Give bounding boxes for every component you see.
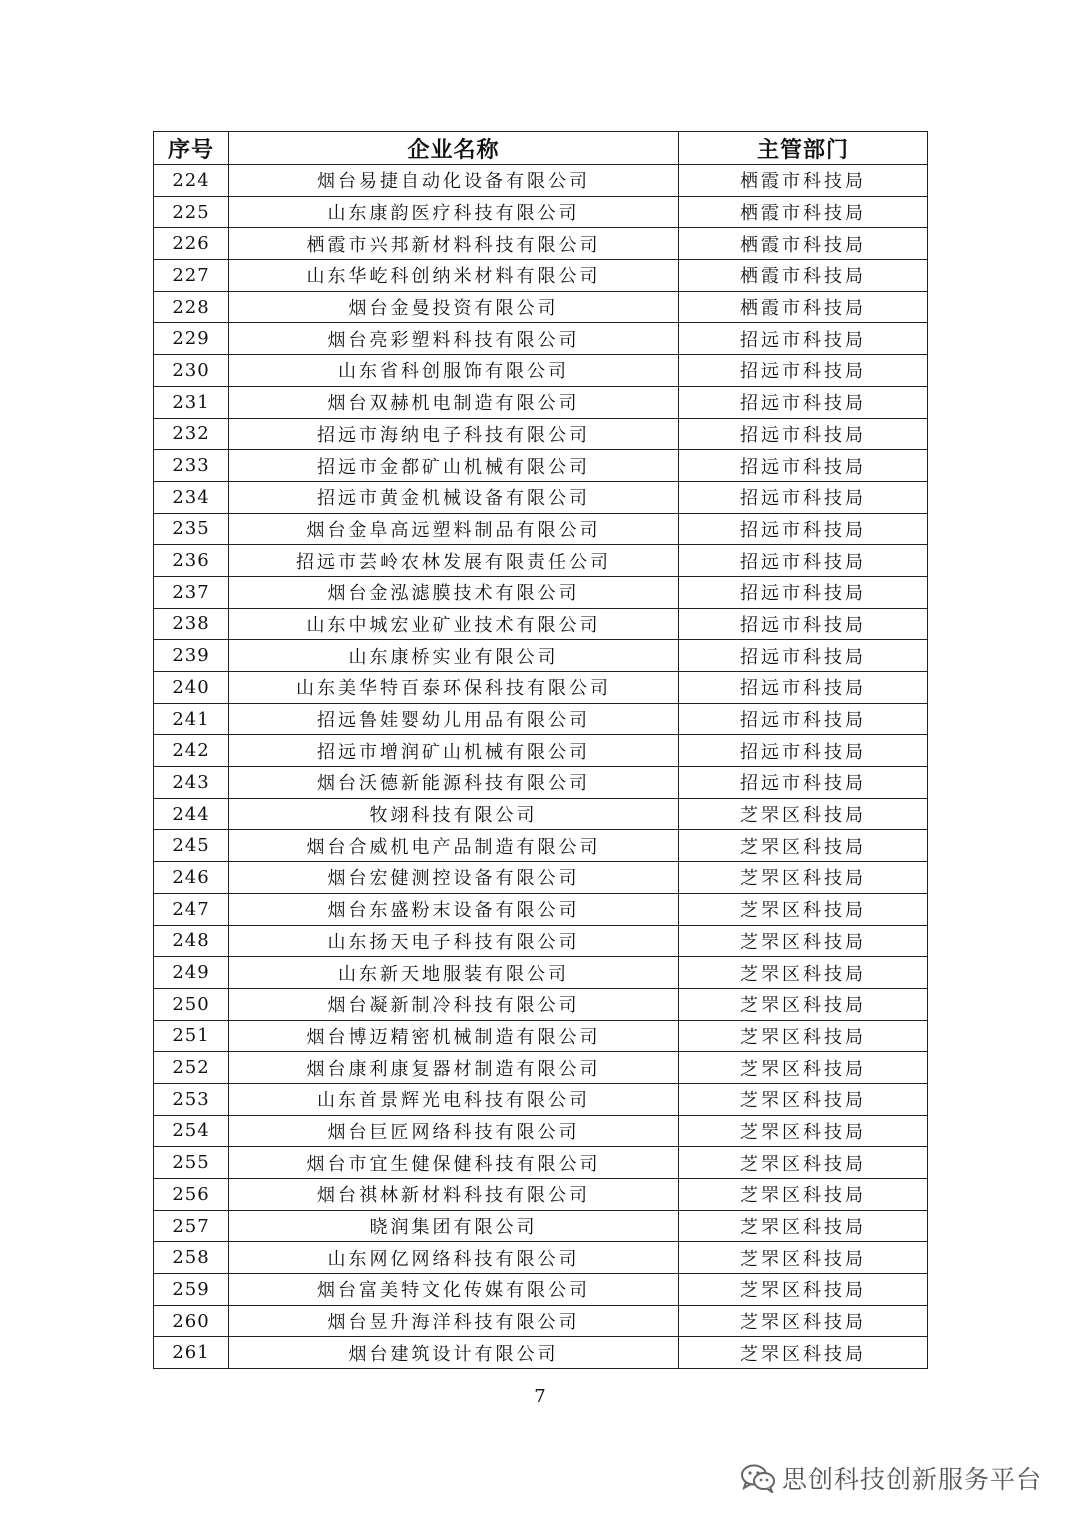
company-name-cell: 山东康桥实业有限公司: [229, 640, 679, 672]
table-row: [154, 703, 928, 735]
company-name-cell: 烟台金阜高远塑料制品有限公司: [229, 513, 679, 545]
company-name-cell: 烟台宏健测控设备有限公司: [229, 862, 679, 894]
company-name-cell: 烟台易捷自动化设备有限公司: [229, 165, 679, 197]
serial-number-cell: 255: [154, 1147, 229, 1179]
table-row: [154, 1115, 928, 1147]
table-row: [154, 830, 928, 862]
department-cell: 招远市科技局: [679, 481, 928, 513]
table-row: [154, 640, 928, 672]
table-row: [154, 925, 928, 957]
table-row: [154, 228, 928, 260]
company-name-cell: 招远市海纳电子科技有限公司: [229, 418, 679, 450]
department-cell: 芝罘区科技局: [679, 1305, 928, 1337]
serial-number-cell: 232: [154, 418, 229, 450]
table-row: [154, 798, 928, 830]
serial-number-cell: 251: [154, 1020, 229, 1052]
serial-number-cell: 252: [154, 1052, 229, 1084]
department-cell: 芝罘区科技局: [679, 988, 928, 1020]
company-name-cell: 山东康韵医疗科技有限公司: [229, 196, 679, 228]
serial-number-cell: 233: [154, 450, 229, 482]
page-number: 7: [534, 1386, 546, 1407]
serial-number-cell: 236: [154, 545, 229, 577]
department-cell: 芝罘区科技局: [679, 1020, 928, 1052]
serial-number-cell: 229: [154, 323, 229, 355]
header-department: 主管部门: [679, 132, 928, 165]
table-row: [154, 1210, 928, 1242]
company-name-cell: 烟台富美特文化传媒有限公司: [229, 1274, 679, 1306]
department-cell: 芝罘区科技局: [679, 1274, 928, 1306]
table-row: [154, 988, 928, 1020]
department-cell: 芝罘区科技局: [679, 862, 928, 894]
company-name-cell: 烟台市宜生健保健科技有限公司: [229, 1147, 679, 1179]
company-name-cell: 烟台巨匠网络科技有限公司: [229, 1115, 679, 1147]
department-cell: 招远市科技局: [679, 608, 928, 640]
table-row: [154, 545, 928, 577]
department-cell: 栖霞市科技局: [679, 196, 928, 228]
table-row: [154, 386, 928, 418]
table-row: [154, 260, 928, 292]
company-name-cell: 山东网亿网络科技有限公司: [229, 1242, 679, 1274]
department-cell: 芝罘区科技局: [679, 1052, 928, 1084]
serial-number-cell: 241: [154, 703, 229, 735]
department-cell: 招远市科技局: [679, 576, 928, 608]
company-name-cell: 烟台双赫机电制造有限公司: [229, 386, 679, 418]
department-cell: 招远市科技局: [679, 513, 928, 545]
company-name-cell: 烟台金泓滤膜技术有限公司: [229, 576, 679, 608]
serial-number-cell: 256: [154, 1179, 229, 1211]
department-cell: 芝罘区科技局: [679, 1115, 928, 1147]
company-name-cell: 烟台金曼投资有限公司: [229, 291, 679, 323]
table-row: [154, 481, 928, 513]
serial-number-cell: 246: [154, 862, 229, 894]
watermark-text: 思创科技创新服务平台: [781, 1465, 1042, 1494]
serial-number-cell: 259: [154, 1274, 229, 1306]
serial-number-cell: 250: [154, 988, 229, 1020]
company-name-cell: 烟台合威机电产品制造有限公司: [229, 830, 679, 862]
table-row: [154, 1052, 928, 1084]
department-cell: 招远市科技局: [679, 545, 928, 577]
serial-number-cell: 248: [154, 925, 229, 957]
table-header-row: [154, 132, 928, 165]
company-name-cell: 山东华屹科创纳米材料有限公司: [229, 260, 679, 292]
serial-number-cell: 243: [154, 767, 229, 799]
serial-number-cell: 244: [154, 798, 229, 830]
serial-number-cell: 226: [154, 228, 229, 260]
table-row: [154, 1020, 928, 1052]
table-row: [154, 767, 928, 799]
serial-number-cell: 234: [154, 481, 229, 513]
serial-number-cell: 235: [154, 513, 229, 545]
company-name-cell: 招远市芸岭农林发展有限责任公司: [229, 545, 679, 577]
department-cell: 芝罘区科技局: [679, 1179, 928, 1211]
company-name-cell: 栖霞市兴邦新材料科技有限公司: [229, 228, 679, 260]
department-cell: 栖霞市科技局: [679, 228, 928, 260]
company-name-cell: 牧翊科技有限公司: [229, 798, 679, 830]
header-company-name: 企业名称: [229, 132, 679, 165]
table-row: [154, 355, 928, 387]
serial-number-cell: 253: [154, 1083, 229, 1115]
company-name-cell: 招远市金都矿山机械有限公司: [229, 450, 679, 482]
table-row: [154, 893, 928, 925]
department-cell: 芝罘区科技局: [679, 1242, 928, 1274]
table-row: [154, 291, 928, 323]
table-row: [154, 1274, 928, 1306]
department-cell: 招远市科技局: [679, 450, 928, 482]
department-cell: 招远市科技局: [679, 323, 928, 355]
serial-number-cell: 230: [154, 355, 229, 387]
table-row: [154, 165, 928, 197]
table-row: [154, 735, 928, 767]
company-name-cell: 烟台亮彩塑料科技有限公司: [229, 323, 679, 355]
company-name-cell: 招远市增润矿山机械有限公司: [229, 735, 679, 767]
department-cell: 招远市科技局: [679, 767, 928, 799]
serial-number-cell: 231: [154, 386, 229, 418]
department-cell: 芝罘区科技局: [679, 957, 928, 989]
company-name-cell: 烟台沃德新能源科技有限公司: [229, 767, 679, 799]
wechat-icon: [740, 1463, 776, 1493]
serial-number-cell: 237: [154, 576, 229, 608]
department-cell: 芝罘区科技局: [679, 1147, 928, 1179]
company-name-cell: 山东省科创服饰有限公司: [229, 355, 679, 387]
department-cell: 招远市科技局: [679, 672, 928, 704]
table-row: [154, 323, 928, 355]
serial-number-cell: 258: [154, 1242, 229, 1274]
company-name-cell: 山东扬天电子科技有限公司: [229, 925, 679, 957]
department-cell: 芝罘区科技局: [679, 1210, 928, 1242]
department-cell: 栖霞市科技局: [679, 165, 928, 197]
company-name-cell: 烟台康利康复器材制造有限公司: [229, 1052, 679, 1084]
watermark: [740, 1460, 1042, 1496]
table-row: [154, 862, 928, 894]
department-cell: 招远市科技局: [679, 418, 928, 450]
serial-number-cell: 238: [154, 608, 229, 640]
department-cell: 栖霞市科技局: [679, 291, 928, 323]
department-cell: 招远市科技局: [679, 735, 928, 767]
table-row: [154, 1305, 928, 1337]
company-name-cell: 山东首景辉光电科技有限公司: [229, 1083, 679, 1115]
header-serial-number: 序号: [154, 132, 229, 165]
department-cell: 招远市科技局: [679, 703, 928, 735]
company-name-cell: 招远鲁娃婴幼儿用品有限公司: [229, 703, 679, 735]
serial-number-cell: 242: [154, 735, 229, 767]
company-name-cell: 烟台昱升海洋科技有限公司: [229, 1305, 679, 1337]
serial-number-cell: 245: [154, 830, 229, 862]
department-cell: 芝罘区科技局: [679, 798, 928, 830]
table-row: [154, 1083, 928, 1115]
company-name-cell: 烟台建筑设计有限公司: [229, 1337, 679, 1369]
serial-number-cell: 249: [154, 957, 229, 989]
company-name-cell: 烟台博迈精密机械制造有限公司: [229, 1020, 679, 1052]
table-row: [154, 196, 928, 228]
company-name-cell: 晓润集团有限公司: [229, 1210, 679, 1242]
department-cell: 芝罘区科技局: [679, 925, 928, 957]
serial-number-cell: 247: [154, 893, 229, 925]
table-row: [154, 1337, 928, 1369]
company-name-cell: 山东中城宏业矿业技术有限公司: [229, 608, 679, 640]
table-body: [154, 165, 928, 1369]
department-cell: 芝罘区科技局: [679, 830, 928, 862]
serial-number-cell: 261: [154, 1337, 229, 1369]
company-name-cell: 山东美华特百泰环保科技有限公司: [229, 672, 679, 704]
department-cell: 招远市科技局: [679, 640, 928, 672]
table-row: [154, 576, 928, 608]
department-cell: 招远市科技局: [679, 386, 928, 418]
serial-number-cell: 224: [154, 165, 229, 197]
department-cell: 栖霞市科技局: [679, 260, 928, 292]
table-row: [154, 1147, 928, 1179]
company-table: [153, 131, 928, 1369]
department-cell: 芝罘区科技局: [679, 1337, 928, 1369]
company-name-cell: 烟台祺林新材料科技有限公司: [229, 1179, 679, 1211]
serial-number-cell: 227: [154, 260, 229, 292]
serial-number-cell: 240: [154, 672, 229, 704]
table-row: [154, 450, 928, 482]
table-row: [154, 608, 928, 640]
table-row: [154, 418, 928, 450]
company-name-cell: 山东新天地服装有限公司: [229, 957, 679, 989]
serial-number-cell: 228: [154, 291, 229, 323]
company-name-cell: 招远市黄金机械设备有限公司: [229, 481, 679, 513]
department-cell: 招远市科技局: [679, 355, 928, 387]
department-cell: 芝罘区科技局: [679, 1083, 928, 1115]
serial-number-cell: 260: [154, 1305, 229, 1337]
serial-number-cell: 239: [154, 640, 229, 672]
table-row: [154, 957, 928, 989]
serial-number-cell: 225: [154, 196, 229, 228]
serial-number-cell: 257: [154, 1210, 229, 1242]
company-name-cell: 烟台东盛粉末设备有限公司: [229, 893, 679, 925]
table-row: [154, 1242, 928, 1274]
table-row: [154, 513, 928, 545]
company-name-cell: 烟台凝新制冷科技有限公司: [229, 988, 679, 1020]
serial-number-cell: 254: [154, 1115, 229, 1147]
department-cell: 芝罘区科技局: [679, 893, 928, 925]
table-row: [154, 1179, 928, 1211]
table-row: [154, 672, 928, 704]
